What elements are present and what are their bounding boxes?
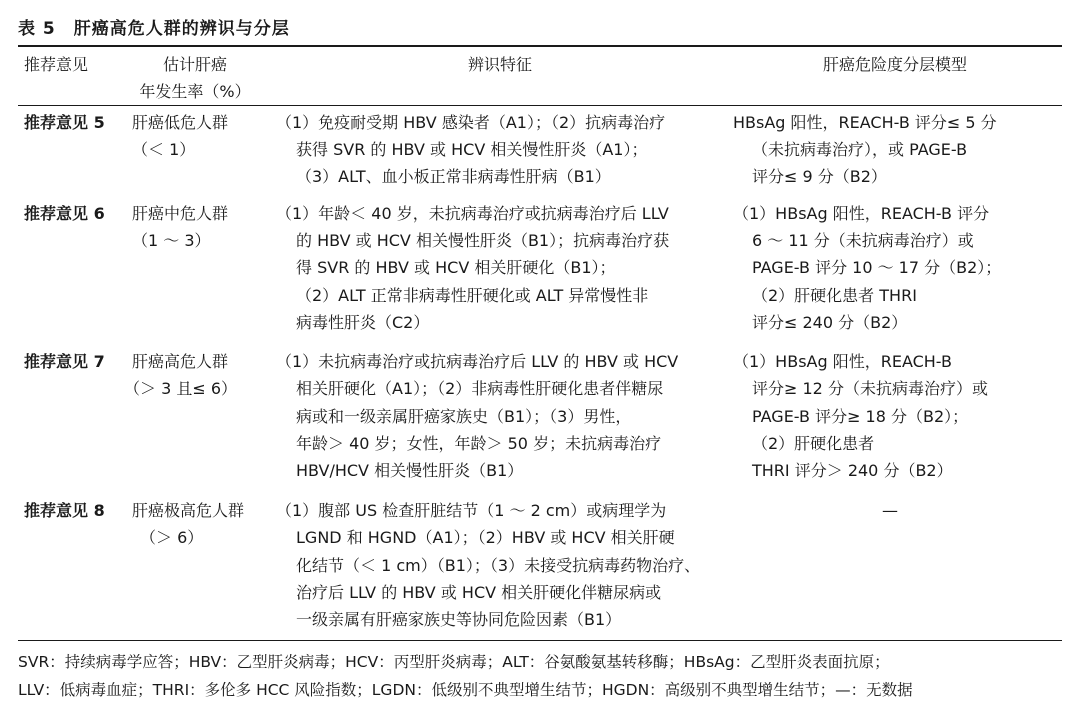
feature-line: （2）ALT 正常非病毒性肝硬化或 ALT 异常慢性非 xyxy=(296,286,649,305)
model-line: 评分≥ 12 分（未抗病毒治疗）或 xyxy=(752,379,988,398)
model-line: 评分≤ 240 分（B2） xyxy=(752,313,908,332)
recommendation-label: 推荐意见 5 xyxy=(24,113,105,132)
feature-line: （3）ALT、血小板正常非病毒性肝病（B1） xyxy=(296,167,611,186)
feature-line: 一级亲属有肝癌家族史等协同危险因素（B1） xyxy=(296,610,622,629)
header-recommendation: 推荐意见 xyxy=(24,55,89,74)
model-line: 评分≤ 9 分（B2） xyxy=(752,167,887,186)
feature-line: 病毒性肝炎（C2） xyxy=(296,313,430,332)
recommendation-label: 推荐意见 7 xyxy=(24,352,105,371)
recommendation-label: 推荐意见 8 xyxy=(24,501,105,520)
table-number: 表 5 xyxy=(18,19,56,39)
feature-line: HBV/HCV 相关慢性肝炎（B1） xyxy=(296,461,524,480)
model-line: THRI 评分＞ 240 分（B2） xyxy=(752,461,953,480)
model-line: PAGE-B 评分 10 ～ 17 分（B2）； xyxy=(752,258,1002,277)
header-incidence-line2: 年发生率（%） xyxy=(139,82,251,101)
table-title-text: 肝癌高危人群的辨识与分层 xyxy=(73,19,290,39)
feature-line: 治疗后 LLV 的 HBV 或 HCV 相关肝硬化伴糖尿病或 xyxy=(296,583,662,602)
risk-group: 肝癌极高危人群 xyxy=(132,501,245,520)
table-title xyxy=(18,14,290,39)
model-line: （2）肝硬化患者 THRI xyxy=(752,286,917,305)
feature-line: 的 HBV 或 HCV 相关慢性肝炎（B1）；抗病毒治疗获 xyxy=(296,231,670,250)
feature-line: 获得 SVR 的 HBV 或 HCV 相关慢性肝炎（A1）； xyxy=(296,140,648,159)
model-line: （未抗病毒治疗），或 PAGE-B xyxy=(752,140,968,159)
model-line: （1）HBsAg 阳性，REACH-B xyxy=(733,352,952,371)
risk-group: 肝癌中危人群 xyxy=(132,204,229,223)
feature-line: （1）未抗病毒治疗或抗病毒治疗后 LLV 的 HBV 或 HCV xyxy=(276,352,679,371)
header-model: 肝癌危险度分层模型 xyxy=(822,55,967,74)
feature-line: （1）腹部 US 检查肝脏结节（1 ～ 2 cm）或病理学为 xyxy=(276,501,667,520)
model-line: HBsAg 阳性，REACH-B 评分≤ 5 分 xyxy=(733,113,997,132)
incidence-rate: （＞ 3 且≤ 6） xyxy=(124,379,238,398)
footnote-line: SVR：持续病毒学应答；HBV：乙型肝炎病毒；HCV：丙型肝炎病毒；ALT：谷氨酸氨基转移酶；HBsAg：乙型肝炎表面抗原； xyxy=(18,653,890,671)
risk-group: 肝癌低危人群 xyxy=(132,113,229,132)
incidence-rate: （＞ 6） xyxy=(140,528,204,547)
feature-line: 年龄＞ 40 岁；女性，年龄＞ 50 岁；未抗病毒治疗 xyxy=(296,434,662,453)
model-line: （1）HBsAg 阳性，REACH-B 评分 xyxy=(733,204,990,223)
feature-line: 化结节（＜ 1 cm）（B1）；（3）未接受抗病毒药物治疗、 xyxy=(296,556,701,575)
header-rule xyxy=(18,105,1062,106)
feature-line: （1）年龄＜ 40 岁，未抗病毒治疗或抗病毒治疗后 LLV xyxy=(276,204,669,223)
model-line: （2）肝硬化患者 xyxy=(752,434,875,453)
footnote-line: LLV：低病毒血症；THRI：多伦多 HCC 风险指数；LGDN：低级别不典型增生结节；HGDN：高级别不典型增生结节；—：无数据 xyxy=(18,681,913,699)
feature-line: 病或和一级亲属肝癌家族史（B1）；（3）男性， xyxy=(296,407,632,426)
incidence-rate: （＜ 1） xyxy=(132,140,196,159)
feature-line: LGND 和 HGND（A1）；（2）HBV 或 HCV 相关肝硬 xyxy=(296,528,675,547)
recommendation-label: 推荐意见 6 xyxy=(24,204,105,223)
model-line: 6 ～ 11 分（未抗病毒治疗）或 xyxy=(752,231,974,250)
feature-line: 得 SVR 的 HBV 或 HCV 相关肝硬化（B1）； xyxy=(296,258,616,277)
header-features: 辨识特征 xyxy=(467,55,532,74)
model-line: PAGE-B 评分≥ 18 分（B2）； xyxy=(752,407,969,426)
incidence-rate: （1 ～ 3） xyxy=(132,231,211,250)
model-no-data: — xyxy=(882,501,898,520)
bottom-rule xyxy=(18,640,1062,641)
feature-line: 相关肝硬化（A1）；（2）非病毒性肝硬化患者伴糖尿 xyxy=(296,379,664,398)
feature-line: （1）免疫耐受期 HBV 感染者（A1）；（2）抗病毒治疗 xyxy=(276,113,666,132)
risk-group: 肝癌高危人群 xyxy=(132,352,229,371)
top-rule xyxy=(18,45,1062,47)
header-incidence-line1: 估计肝癌 xyxy=(162,55,227,74)
